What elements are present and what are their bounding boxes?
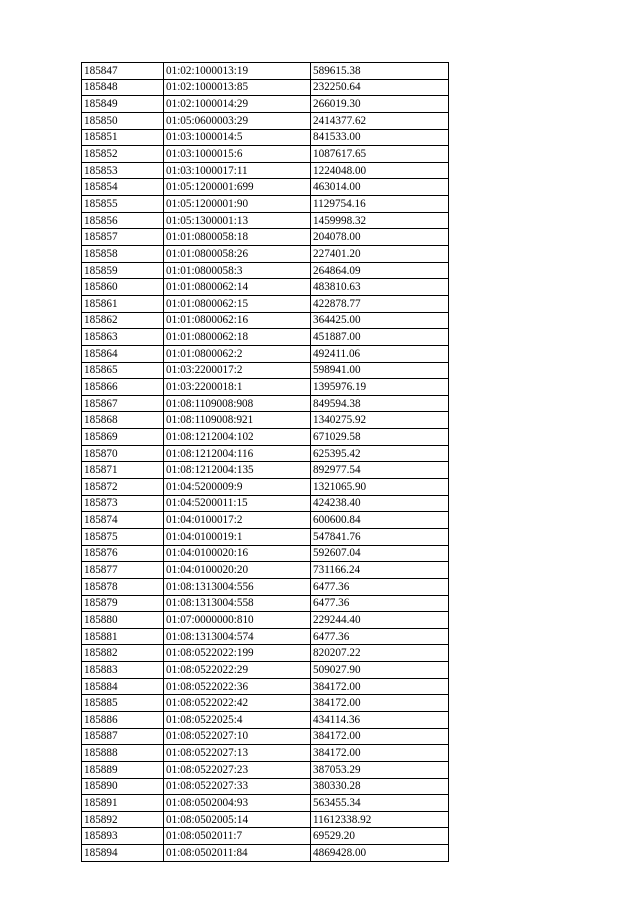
table-row xyxy=(82,728,449,745)
value-cell: 849594.38 xyxy=(311,395,449,412)
value-cell: 1224048.00 xyxy=(311,162,449,179)
row-id-cell: 185865 xyxy=(82,362,164,379)
table-row xyxy=(82,811,449,828)
cadastral-number-cell: 01:05:1300001:13 xyxy=(164,212,311,229)
table-row xyxy=(82,96,449,113)
cadastral-number-cell: 01:01:0800058:26 xyxy=(164,246,311,263)
value-cell: 1321065.90 xyxy=(311,479,449,496)
table-row xyxy=(82,395,449,412)
row-id-cell: 185871 xyxy=(82,462,164,479)
row-id-cell: 185857 xyxy=(82,229,164,246)
table-row xyxy=(82,612,449,629)
row-id-cell: 185891 xyxy=(82,795,164,812)
cadastral-number-cell: 01:05:1200001:90 xyxy=(164,196,311,213)
row-id-cell: 185867 xyxy=(82,395,164,412)
cadastral-number-cell: 01:02:1000013:19 xyxy=(164,63,311,80)
row-id-cell: 185866 xyxy=(82,379,164,396)
table-row xyxy=(82,761,449,778)
row-id-cell: 185882 xyxy=(82,645,164,662)
table-row xyxy=(82,745,449,762)
cadastral-number-cell: 01:02:1000013:85 xyxy=(164,79,311,96)
cadastral-number-cell: 01:03:1000015:6 xyxy=(164,146,311,163)
row-id-cell: 185856 xyxy=(82,212,164,229)
value-cell: 492411.06 xyxy=(311,345,449,362)
table-row xyxy=(82,562,449,579)
cadastral-number-cell: 01:08:0522022:42 xyxy=(164,695,311,712)
table-row xyxy=(82,412,449,429)
table-row xyxy=(82,112,449,129)
row-id-cell: 185859 xyxy=(82,262,164,279)
value-cell: 384172.00 xyxy=(311,695,449,712)
row-id-cell: 185847 xyxy=(82,63,164,80)
row-id-cell: 185876 xyxy=(82,545,164,562)
table-row xyxy=(82,595,449,612)
value-cell: 592607.04 xyxy=(311,545,449,562)
cadastral-number-cell: 01:04:0100020:16 xyxy=(164,545,311,562)
table-row xyxy=(82,711,449,728)
cadastral-number-cell: 01:08:0522027:13 xyxy=(164,745,311,762)
row-id-cell: 185880 xyxy=(82,612,164,629)
cadastral-number-cell: 01:08:1212004:102 xyxy=(164,429,311,446)
cadastral-number-cell: 01:04:5200011:15 xyxy=(164,495,311,512)
table-row xyxy=(82,429,449,446)
cadastral-number-cell: 01:08:0502005:14 xyxy=(164,811,311,828)
table-row xyxy=(82,312,449,329)
table-row xyxy=(82,578,449,595)
row-id-cell: 185861 xyxy=(82,295,164,312)
value-cell: 384172.00 xyxy=(311,745,449,762)
value-cell: 509027.90 xyxy=(311,662,449,679)
value-cell: 483810.63 xyxy=(311,279,449,296)
cadastral-number-cell: 01:08:0522025:4 xyxy=(164,711,311,728)
value-cell: 451887.00 xyxy=(311,329,449,346)
value-cell: 204078.00 xyxy=(311,229,449,246)
value-cell: 227401.20 xyxy=(311,246,449,263)
table-row xyxy=(82,162,449,179)
table-row xyxy=(82,479,449,496)
table-row xyxy=(82,495,449,512)
table-row xyxy=(82,329,449,346)
row-id-cell: 185870 xyxy=(82,445,164,462)
cadastral-number-cell: 01:08:1109008:908 xyxy=(164,395,311,412)
table-row xyxy=(82,795,449,812)
row-id-cell: 185892 xyxy=(82,811,164,828)
cadastral-number-cell: 01:02:1000014:29 xyxy=(164,96,311,113)
row-id-cell: 185881 xyxy=(82,628,164,645)
value-cell: 4869428.00 xyxy=(311,845,449,862)
table-row xyxy=(82,212,449,229)
cadastral-number-cell: 01:08:1313004:574 xyxy=(164,628,311,645)
cadastral-number-cell: 01:01:0800058:3 xyxy=(164,262,311,279)
value-cell: 264864.09 xyxy=(311,262,449,279)
value-cell: 1087617.65 xyxy=(311,146,449,163)
row-id-cell: 185864 xyxy=(82,345,164,362)
table-row xyxy=(82,295,449,312)
table-row xyxy=(82,545,449,562)
row-id-cell: 185850 xyxy=(82,112,164,129)
value-cell: 6477.36 xyxy=(311,578,449,595)
row-id-cell: 185879 xyxy=(82,595,164,612)
value-cell: 380330.28 xyxy=(311,778,449,795)
value-cell: 384172.00 xyxy=(311,678,449,695)
cadastral-number-cell: 01:04:5200009:9 xyxy=(164,479,311,496)
cadastral-number-cell: 01:08:0522022:199 xyxy=(164,645,311,662)
table-row xyxy=(82,196,449,213)
value-cell: 2414377.62 xyxy=(311,112,449,129)
cadastral-number-cell: 01:08:0502011:84 xyxy=(164,845,311,862)
value-cell: 463014.00 xyxy=(311,179,449,196)
value-cell: 731166.24 xyxy=(311,562,449,579)
row-id-cell: 185855 xyxy=(82,196,164,213)
cadastral-number-cell: 01:05:1200001:699 xyxy=(164,179,311,196)
cadastral-number-cell: 01:08:1313004:556 xyxy=(164,578,311,595)
cadastral-number-cell: 01:08:0522027:33 xyxy=(164,778,311,795)
cadastral-number-cell: 01:08:0502004:93 xyxy=(164,795,311,812)
cadastral-number-cell: 01:03:1000017:11 xyxy=(164,162,311,179)
value-cell: 6477.36 xyxy=(311,628,449,645)
row-id-cell: 185887 xyxy=(82,728,164,745)
value-cell: 229244.40 xyxy=(311,612,449,629)
table-row xyxy=(82,79,449,96)
row-id-cell: 185852 xyxy=(82,146,164,163)
table-row xyxy=(82,695,449,712)
cadastral-number-cell: 01:04:0100017:2 xyxy=(164,512,311,529)
table-row xyxy=(82,229,449,246)
value-cell: 384172.00 xyxy=(311,728,449,745)
table-row xyxy=(82,63,449,80)
value-cell: 671029.58 xyxy=(311,429,449,446)
table-row xyxy=(82,129,449,146)
row-id-cell: 185851 xyxy=(82,129,164,146)
table-row xyxy=(82,362,449,379)
row-id-cell: 185885 xyxy=(82,695,164,712)
table-row xyxy=(82,845,449,862)
value-cell: 547841.76 xyxy=(311,528,449,545)
row-id-cell: 185875 xyxy=(82,528,164,545)
value-cell: 1395976.19 xyxy=(311,379,449,396)
row-id-cell: 185888 xyxy=(82,745,164,762)
value-cell: 6477.36 xyxy=(311,595,449,612)
row-id-cell: 185874 xyxy=(82,512,164,529)
row-id-cell: 185873 xyxy=(82,495,164,512)
table-row xyxy=(82,345,449,362)
cadastral-number-cell: 01:03:2200017:2 xyxy=(164,362,311,379)
value-cell: 1129754.16 xyxy=(311,196,449,213)
value-cell: 563455.34 xyxy=(311,795,449,812)
row-id-cell: 185890 xyxy=(82,778,164,795)
row-id-cell: 185884 xyxy=(82,678,164,695)
cadastral-number-cell: 01:08:1313004:558 xyxy=(164,595,311,612)
value-cell: 11612338.92 xyxy=(311,811,449,828)
cadastral-number-cell: 01:08:1109008:921 xyxy=(164,412,311,429)
cadastral-number-cell: 01:04:0100020:20 xyxy=(164,562,311,579)
row-id-cell: 185848 xyxy=(82,79,164,96)
cadastral-number-cell: 01:08:1212004:135 xyxy=(164,462,311,479)
table-row xyxy=(82,445,449,462)
row-id-cell: 185868 xyxy=(82,412,164,429)
row-id-cell: 185869 xyxy=(82,429,164,446)
cadastral-number-cell: 01:07:0000000:810 xyxy=(164,612,311,629)
cadastral-number-cell: 01:03:1000014:5 xyxy=(164,129,311,146)
value-cell: 232250.64 xyxy=(311,79,449,96)
cadastral-number-cell: 01:01:0800058:18 xyxy=(164,229,311,246)
row-id-cell: 185854 xyxy=(82,179,164,196)
value-cell: 598941.00 xyxy=(311,362,449,379)
row-id-cell: 185853 xyxy=(82,162,164,179)
value-cell: 434114.36 xyxy=(311,711,449,728)
value-cell: 364425.00 xyxy=(311,312,449,329)
value-cell: 266019.30 xyxy=(311,96,449,113)
cadastral-number-cell: 01:01:0800062:14 xyxy=(164,279,311,296)
row-id-cell: 185893 xyxy=(82,828,164,845)
cadastral-number-cell: 01:04:0100019:1 xyxy=(164,528,311,545)
row-id-cell: 185863 xyxy=(82,329,164,346)
value-cell: 422878.77 xyxy=(311,295,449,312)
table-body xyxy=(82,63,449,862)
data-table xyxy=(81,62,449,862)
value-cell: 841533.00 xyxy=(311,129,449,146)
table-row xyxy=(82,179,449,196)
value-cell: 892977.54 xyxy=(311,462,449,479)
row-id-cell: 185860 xyxy=(82,279,164,296)
table-row xyxy=(82,246,449,263)
value-cell: 1340275.92 xyxy=(311,412,449,429)
cadastral-number-cell: 01:03:2200018:1 xyxy=(164,379,311,396)
table-row xyxy=(82,628,449,645)
cadastral-number-cell: 01:08:1212004:116 xyxy=(164,445,311,462)
row-id-cell: 185877 xyxy=(82,562,164,579)
table-row xyxy=(82,528,449,545)
value-cell: 589615.38 xyxy=(311,63,449,80)
cadastral-number-cell: 01:08:0522022:36 xyxy=(164,678,311,695)
table-row xyxy=(82,678,449,695)
cadastral-number-cell: 01:01:0800062:15 xyxy=(164,295,311,312)
cadastral-number-cell: 01:08:0522027:23 xyxy=(164,761,311,778)
cadastral-number-cell: 01:01:0800062:16 xyxy=(164,312,311,329)
table-row xyxy=(82,146,449,163)
value-cell: 424238.40 xyxy=(311,495,449,512)
cadastral-number-cell: 01:01:0800062:2 xyxy=(164,345,311,362)
value-cell: 600600.84 xyxy=(311,512,449,529)
cadastral-number-cell: 01:05:0600003:29 xyxy=(164,112,311,129)
table-row xyxy=(82,828,449,845)
row-id-cell: 185858 xyxy=(82,246,164,263)
row-id-cell: 185849 xyxy=(82,96,164,113)
value-cell: 625395.42 xyxy=(311,445,449,462)
value-cell: 820207.22 xyxy=(311,645,449,662)
cadastral-number-cell: 01:08:0522022:29 xyxy=(164,662,311,679)
value-cell: 69529.20 xyxy=(311,828,449,845)
cadastral-number-cell: 01:08:0522027:10 xyxy=(164,728,311,745)
row-id-cell: 185862 xyxy=(82,312,164,329)
table-row xyxy=(82,279,449,296)
table-row xyxy=(82,262,449,279)
table-row xyxy=(82,462,449,479)
cadastral-number-cell: 01:01:0800062:18 xyxy=(164,329,311,346)
table-row xyxy=(82,512,449,529)
table-row xyxy=(82,379,449,396)
cadastral-number-cell: 01:08:0502011:7 xyxy=(164,828,311,845)
row-id-cell: 185894 xyxy=(82,845,164,862)
row-id-cell: 185883 xyxy=(82,662,164,679)
value-cell: 1459998.32 xyxy=(311,212,449,229)
row-id-cell: 185878 xyxy=(82,578,164,595)
row-id-cell: 185889 xyxy=(82,761,164,778)
table-row xyxy=(82,778,449,795)
table-row xyxy=(82,662,449,679)
row-id-cell: 185886 xyxy=(82,711,164,728)
value-cell: 387053.29 xyxy=(311,761,449,778)
table-row xyxy=(82,645,449,662)
row-id-cell: 185872 xyxy=(82,479,164,496)
